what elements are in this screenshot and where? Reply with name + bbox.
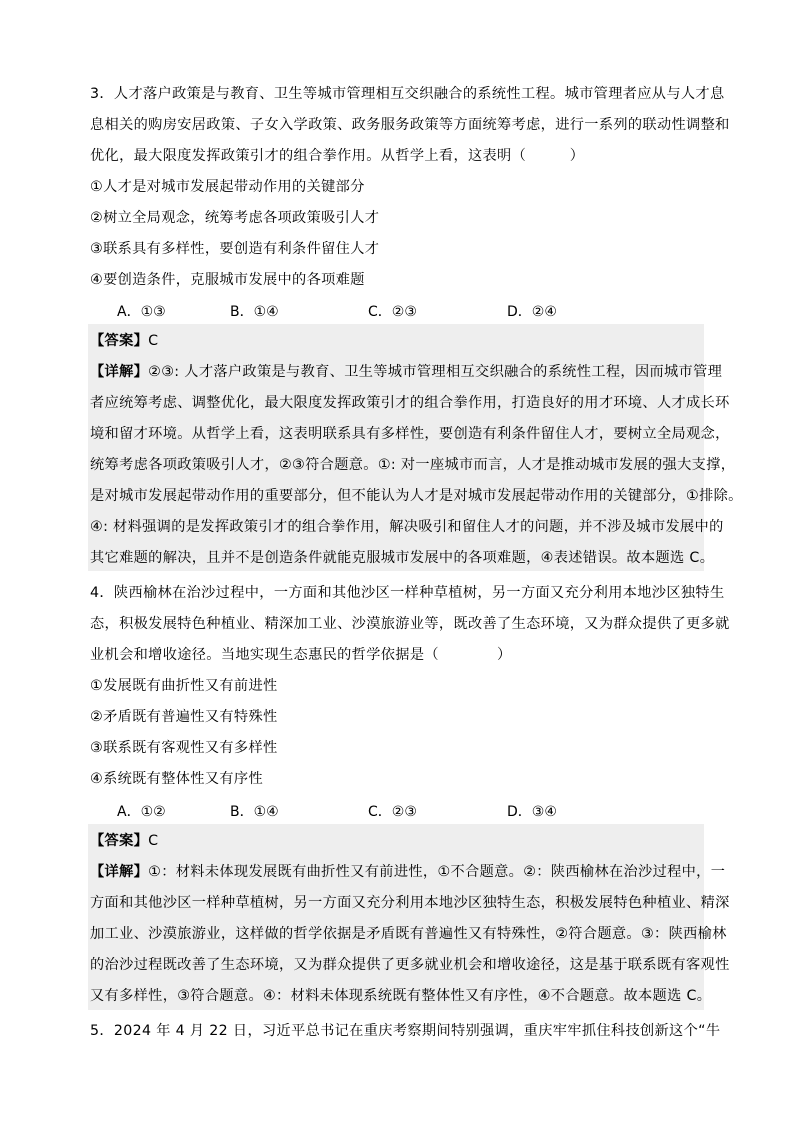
q3-detail-line-5: 是对城市发展起带动作用的重要部分，但不能认为人才是对城市发展起带动作用的关键部分，①排除。 bbox=[90, 488, 743, 504]
detail-label: 【详解】 bbox=[90, 364, 149, 380]
q4-choice-b: B．①④ bbox=[230, 804, 279, 820]
q5-stem-line-1: 5．2024 年 4 月 22 日，习近平总书记在重庆考察期间特别强调，重庆牢牢抓住科技创新这个“牛 bbox=[90, 1023, 721, 1039]
q4-option-1: ①发展既有曲折性又有前进性 bbox=[90, 678, 278, 694]
q3-detail-line-1: 【详解】②③: 人才落户政策是与教育、卫生等城市管理相互交织融合的系统性工程，因而城市管理 bbox=[90, 364, 723, 380]
q3-detail-line-4: 统筹考虑各项政策吸引人才，②③符合题意。①: 对一座城市而言，人才是推动城市发展的强大支撑， bbox=[90, 457, 736, 473]
q3-stem-line-2: 息相关的购房安居政策、子女入学政策、政务服务政策等方面统筹考虑，进行一系列的联动性调整和 bbox=[90, 117, 730, 133]
q3-option-1: ①人才是对城市发展起带动作用的关键部分 bbox=[90, 179, 365, 195]
q3-choice-b: B．①④ bbox=[230, 304, 279, 320]
q3-option-3: ③联系具有多样性，要创造有利条件留住人才 bbox=[90, 241, 380, 257]
q3-detail-line-6: ④: 材料强调的是发挥政策引才的组合拳作用，解决吸引和留住人才的问题，并不涉及城市发展中的 bbox=[90, 519, 724, 535]
q3-stem-line-1: 3．人才落户政策是与教育、卫生等城市管理相互交织融合的系统性工程。城市管理者应从与人才息 bbox=[90, 86, 725, 102]
q3-option-2: ②树立全局观念，统筹考虑各项政策吸引人才 bbox=[90, 210, 380, 226]
q3-answer bbox=[90, 331, 158, 351]
q4-choice-c: C．②③ bbox=[368, 804, 417, 820]
answer-value: C bbox=[148, 833, 159, 849]
q3-detail-line-2: 者应统筹考虑、调整优化，最大限度发挥政策引才的组合拳作用，打造良好的用才环境、人才成长环 bbox=[90, 395, 730, 411]
q4-answer bbox=[90, 831, 158, 851]
answer-value: C bbox=[148, 333, 159, 349]
q3-detail-line-3: 境和留才环境。从哲学上看，这表明联系具有多样性，要创造有利条件留住人才，要树立全局观念， bbox=[90, 426, 730, 442]
q4-option-2: ②矛盾既有普遍性又有特殊性 bbox=[90, 709, 278, 725]
q4-choice-a: A．①② bbox=[117, 804, 166, 820]
q4-answer-block bbox=[88, 824, 730, 1010]
q4-option-3: ③联系既有客观性又有多样性 bbox=[90, 740, 278, 756]
q4-detail-line-5: 又有多样性，③符合题意。④：材料未体现系统既有整体性又有序性，④不合题意。故本题选 C。 bbox=[90, 988, 712, 1004]
q4-stem-line-1: 4．陕西榆林在治沙过程中，一方面和其他沙区一样种草植树，另一方面又充分利用本地沙区独特生 bbox=[90, 585, 725, 601]
q3-choice-d: D．②④ bbox=[507, 304, 557, 320]
q3-choice-a: A．①③ bbox=[117, 304, 166, 320]
q3-stem-line-3: 优化，最大限度发挥政策引才的组合拳作用。从哲学上看，这表明（ ） bbox=[90, 148, 585, 164]
q4-detail-line-3: 加工业、沙漠旅游业，这样做的哲学依据是矛盾既有普遍性又有特殊性，②符合题意。③：陕西榆林 bbox=[90, 926, 727, 942]
q4-stem-line-2: 态，积极发展特色种植业、精深加工业、沙漠旅游业等，既改善了生态环境，又为群众提供了更多就 bbox=[90, 616, 730, 632]
q4-detail-line-1: 【详解】①：材料未体现发展既有曲折性又有前进性，①不合题意。②：陕西榆林在治沙过程中，一 bbox=[90, 864, 726, 880]
q4-detail-line-2: 方面和其他沙区一样种草植树，另一方面又充分利用本地沙区独特生态，积极发展特色种植业、精深 bbox=[90, 895, 730, 911]
q4-detail-line-4: 的治沙过程既改善了生态环境，又为群众提供了更多就业机会和增收途径，这是基于联系既有客观性 bbox=[90, 957, 730, 973]
q3-option-4: ④要创造条件，克服城市发展中的各项难题 bbox=[90, 272, 365, 288]
answer-label: 【答案】 bbox=[90, 833, 149, 849]
answer-label: 【答案】 bbox=[90, 333, 149, 349]
q4-option-4: ④系统既有整体性又有序性 bbox=[90, 771, 263, 787]
q4-choice-d: D．③④ bbox=[507, 804, 557, 820]
q3-detail-line-7: 其它难题的解决，且并不是创造条件就能克服城市发展中的各项难题，④表述错误。故本题选 C。 bbox=[90, 550, 715, 566]
detail-label: 【详解】 bbox=[90, 864, 149, 880]
q4-stem-line-3: 业机会和增收途径。当地实现生态惠民的哲学依据是（ ） bbox=[90, 647, 512, 663]
q3-choice-c: C．②③ bbox=[368, 304, 417, 320]
